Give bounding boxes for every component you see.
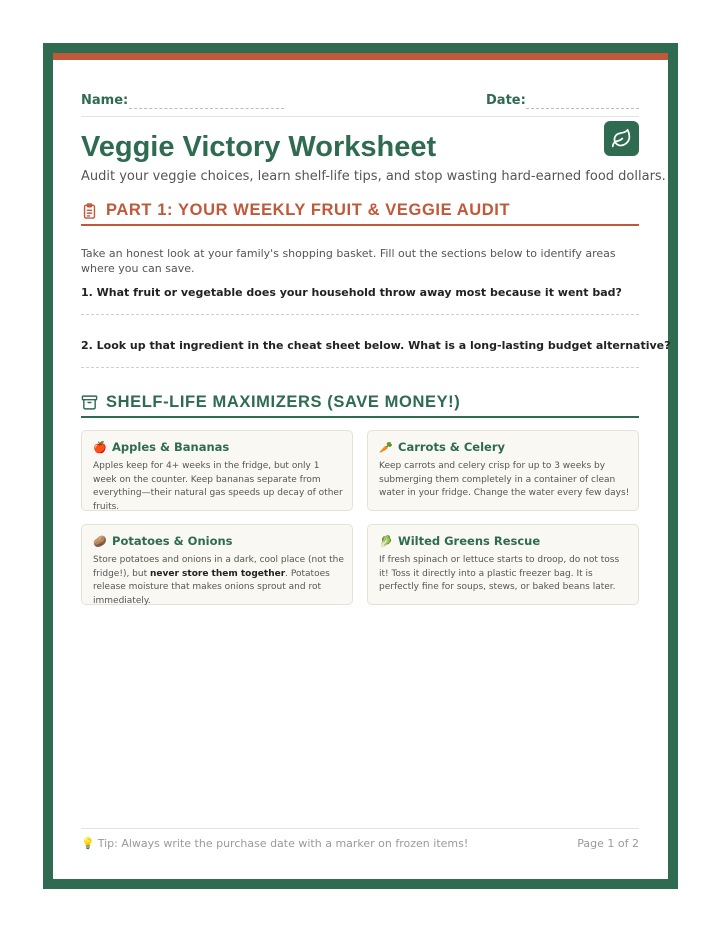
footer-tip (81, 837, 468, 850)
potato-icon: 🥔 (93, 535, 107, 548)
part1-intro: Take an honest look at your family's shopping basket. Fill out the sections below to identify areas where you can save. (81, 247, 616, 275)
page-subtitle: Audit your veggie choices, learn shelf-life tips, and stop wasting hard-earned food dollars. (81, 169, 666, 184)
card-title (93, 440, 229, 454)
card-body-text: Store potatoes and onions in a dark, cool place (not the fridge!), but (93, 555, 344, 579)
name-date-row (81, 91, 639, 117)
answer-line-1[interactable] (81, 314, 639, 315)
card-title-text: Potatoes & Onions (112, 534, 233, 548)
card-body: If fresh spinach or lettuce starts to droop, do not toss it! Toss it directly into a plastic freezer bag. It is perfectly fine for soups, stews, or baked beans later. (379, 555, 620, 592)
clipboard-icon (81, 202, 98, 224)
archive-box-icon (81, 394, 98, 415)
name-field[interactable] (129, 108, 284, 109)
tip-card-apples-bananas (81, 430, 353, 511)
tip-card-wilted-greens (367, 524, 639, 605)
page-frame (43, 43, 678, 889)
section-heading-part1 (81, 198, 639, 226)
apple-icon: 🍎 (93, 441, 107, 454)
footer-tip-text: Tip: Always write the purchase date with a marker on frozen items! (97, 837, 469, 850)
carrot-icon: 🥕 (379, 441, 393, 454)
card-title (93, 534, 233, 548)
card-body: Keep carrots and celery crisp for up to 3 weeks by submerging them completely in a container of clean water in your fridge. Change the water every few days! (379, 461, 630, 498)
page-footer (81, 828, 639, 854)
page-title: Veggie Victory Worksheet (81, 131, 437, 163)
lightbulb-icon: 💡 (81, 837, 95, 850)
question-1: 1. What fruit or vegetable does your household throw away most because it went bad? (81, 286, 622, 299)
top-accent-bar (53, 53, 668, 60)
leafy-greens-icon: 🥬 (379, 535, 393, 548)
section-heading-part2 (81, 390, 639, 418)
worksheet-page (53, 53, 671, 879)
date-label: Date: (486, 93, 526, 108)
card-body: Apples keep for 4+ weeks in the fridge, but only 1 week on the counter. Keep bananas separate from everything—their natural gas speeds up decay of other fruits. (93, 461, 343, 512)
card-title-text: Wilted Greens Rescue (398, 534, 541, 548)
page-number: Page 1 of 2 (577, 837, 639, 850)
name-label: Name: (81, 93, 129, 108)
question-2: 2. Look up that ingredient in the cheat sheet below. What is a long-lasting budget alternative? (81, 339, 671, 352)
answer-line-2[interactable] (81, 367, 639, 368)
card-body-text: . Potatoes release moisture that makes onions sprout and rot immediately. (93, 568, 330, 606)
section-title-part1: PART 1: YOUR WEEKLY FRUIT & VEGGIE AUDIT (106, 201, 511, 219)
date-field[interactable] (526, 108, 639, 109)
card-body (93, 554, 345, 608)
section-title-part2: SHELF-LIFE MAXIMIZERS (SAVE MONEY!) (106, 393, 461, 411)
card-body-emphasis: never store them together (149, 568, 286, 579)
leaf-icon (604, 121, 639, 156)
card-title-text: Carrots & Celery (398, 440, 505, 454)
card-title (379, 534, 540, 548)
tip-card-potatoes-onions (81, 524, 353, 605)
card-title-text: Apples & Bananas (112, 440, 230, 454)
tip-card-carrots-celery (367, 430, 639, 511)
card-title (379, 440, 505, 454)
